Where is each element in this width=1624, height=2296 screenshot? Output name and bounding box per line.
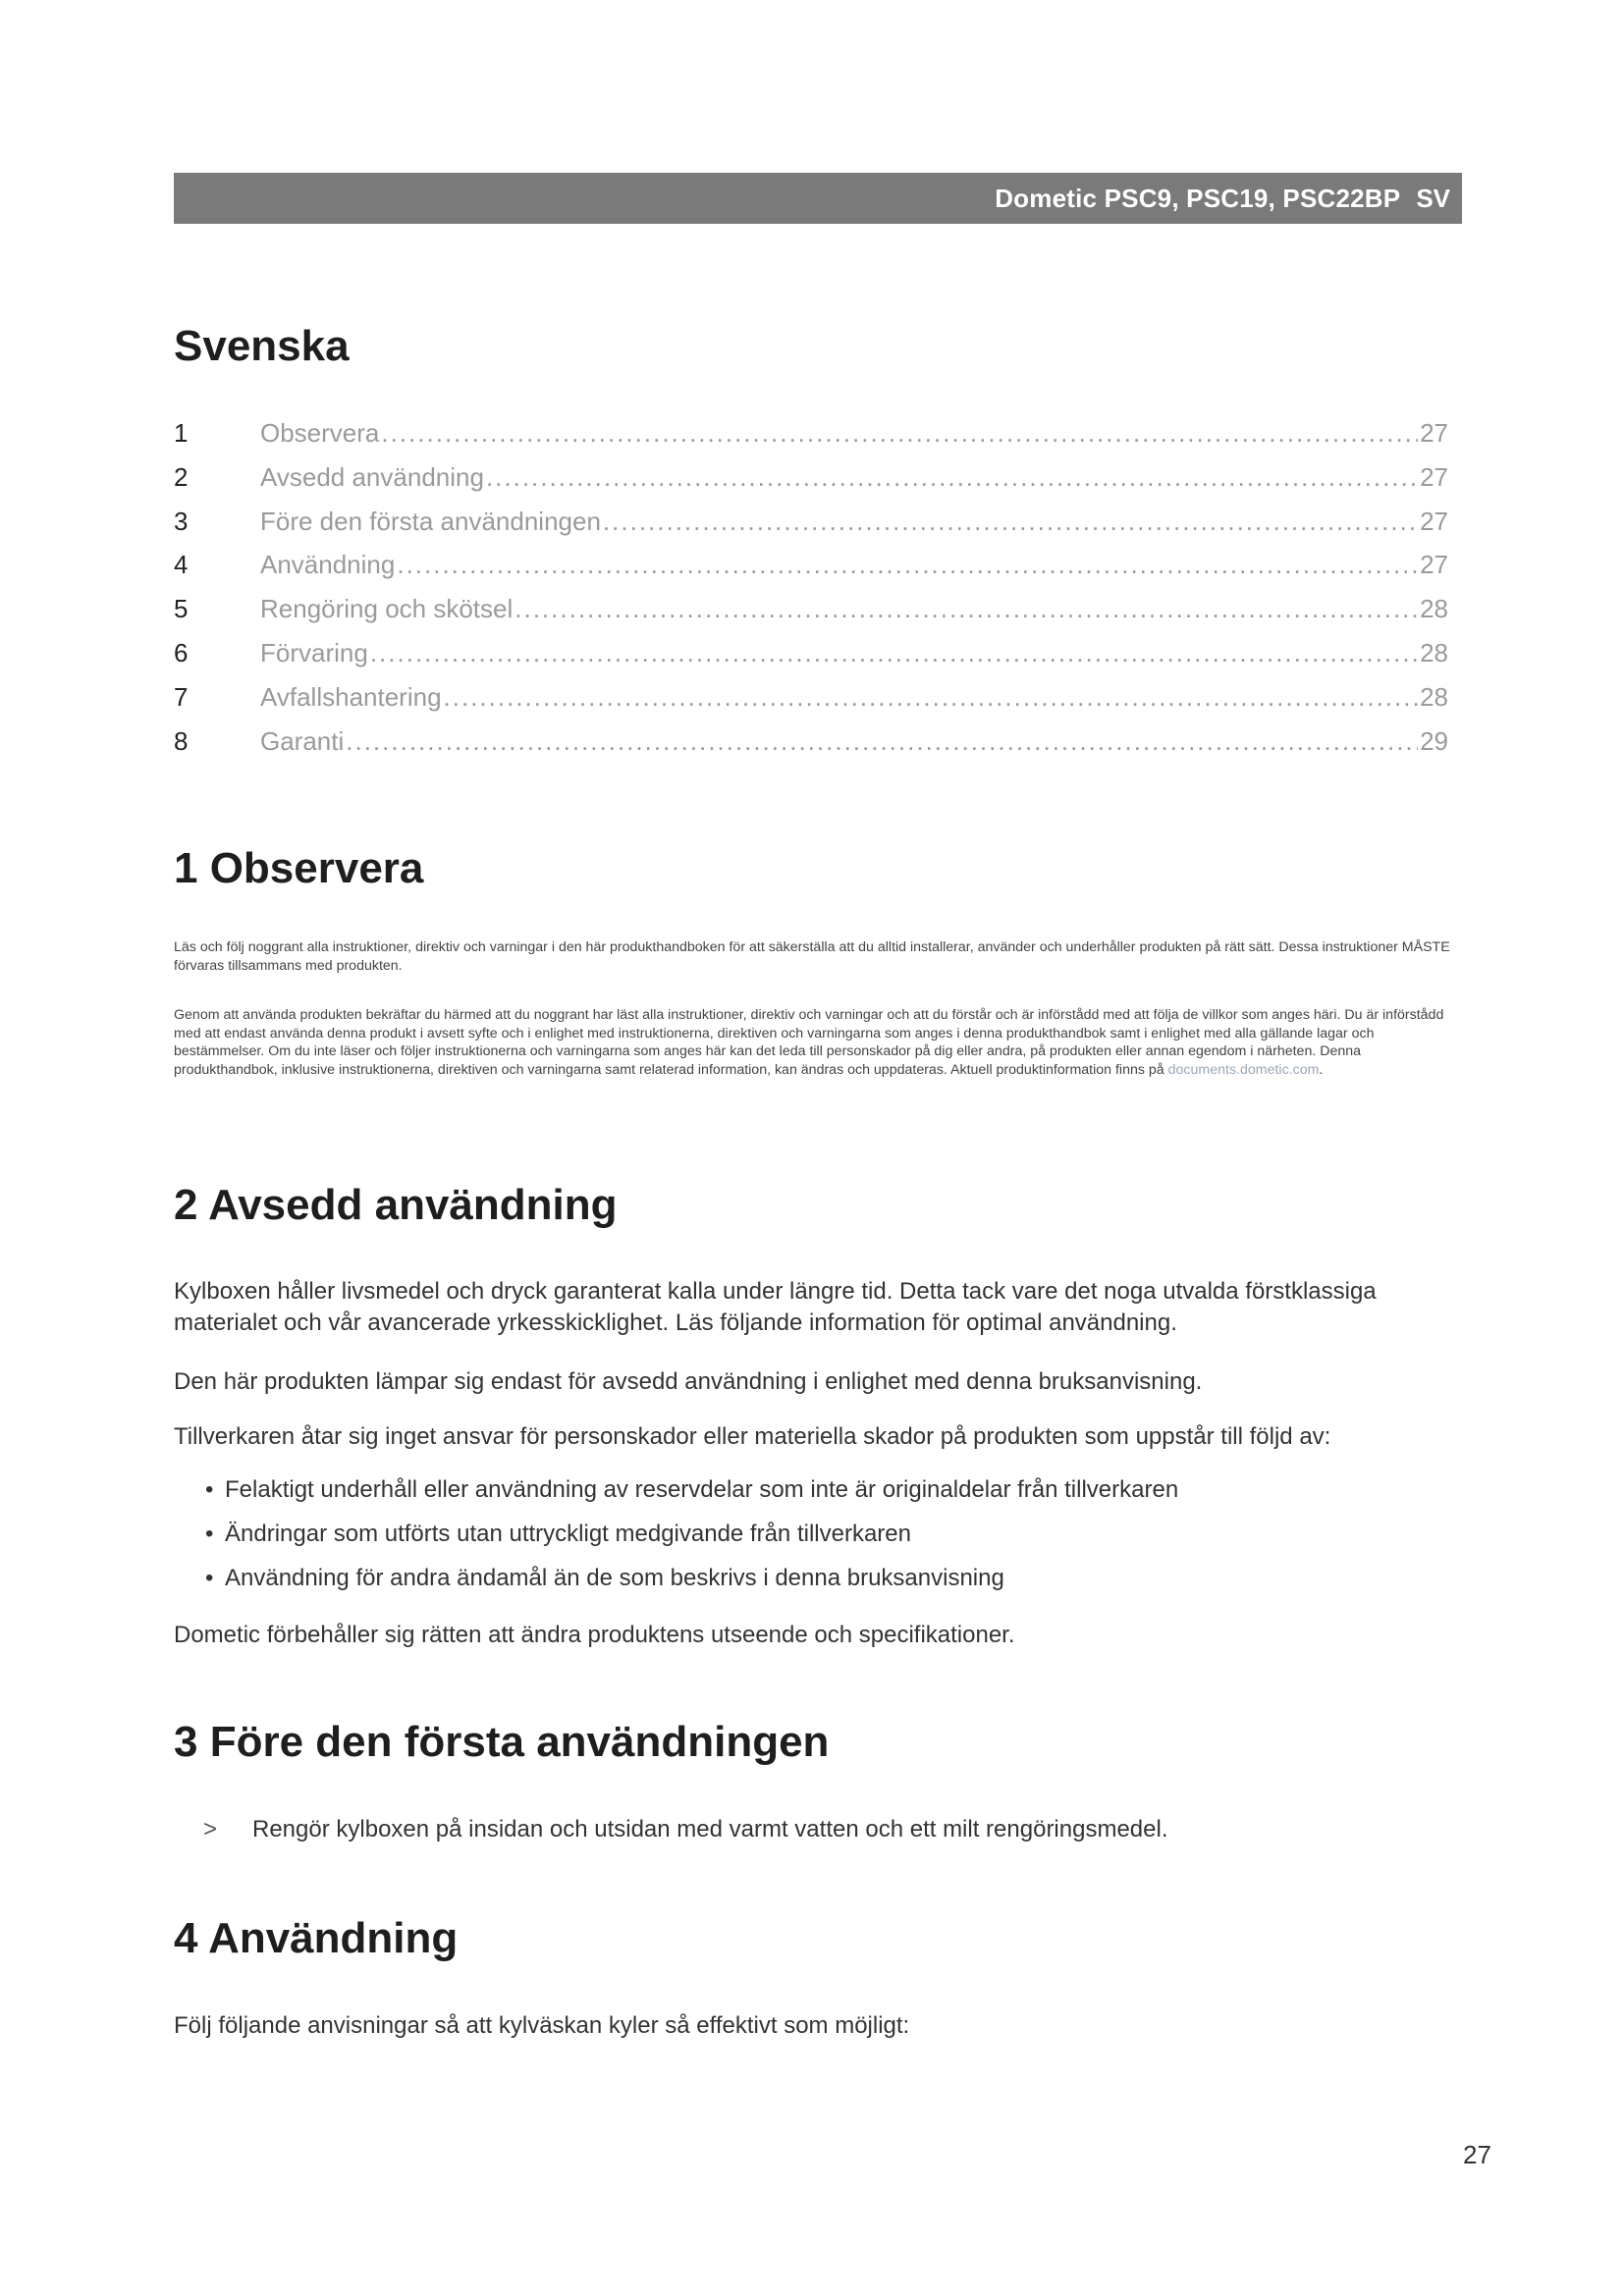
toc-title: Avfallshantering xyxy=(260,681,442,712)
observera-paragraph-1: Läs och följ noggrant alla instruktioner, direktiv och varningar i den här produkthandboken för att säkerställa att du alltid installerar, använder och underhåller produkten på rätt sätt. Dessa instruktioner MÅSTE förvaras tillsammans med produkten. xyxy=(174,939,1450,974)
toc-page: 28 xyxy=(1420,681,1448,712)
toc-entry[interactable] xyxy=(174,726,1448,771)
section-heading-observera: 1 Observera xyxy=(174,844,424,892)
observera-paragraph-2-end: . xyxy=(1319,1061,1324,1078)
toc-number: 1 xyxy=(174,418,189,448)
toc-leader-dots xyxy=(514,594,1418,624)
toc-leader-dots xyxy=(444,682,1419,713)
toc-number: 6 xyxy=(174,637,189,667)
section-heading-avsedd-anvandning: 2 Avsedd användning xyxy=(174,1181,618,1229)
observera-paragraph-2-text: Genom att använda produkten bekräftar du härmed att du noggrant har läst alla instruktioner, direktiv och varningar och att du förstår och är införstådd med att följa de villkor som anges häri. Du är införstådd med att endast använda denna produkt i avsett syfte och i enlighet med instruktionerna, direktiven och varningarna som anges i denna produkthandbok samt i enlighet med alla gällande lagar och bestämmelser. Om du inte läser och följer instruktionerna och varningarna som anges här kan det leda till personskador på dig eller andra, på produkten eller annan egendom i närheten. Denna produkthandbok, inklusive instruktionerna, direktiven och varningarna samt relaterad information, kan ändras och uppdateras. Aktuell produktinformation finns på xyxy=(174,1007,1444,1078)
toc-entry[interactable] xyxy=(174,418,1448,462)
toc-entry[interactable] xyxy=(174,550,1448,594)
step-marker: > xyxy=(203,1816,218,1842)
list-item: • Felaktigt underhåll eller användning av reservdelar som inte är originaldelar från tillverkaren xyxy=(205,1476,1179,1503)
toc-entry[interactable] xyxy=(174,507,1448,551)
toc-leader-dots xyxy=(397,550,1418,580)
avsedd-paragraph-4: Dometic förbehåller sig rätten att ändra produktens utseende och specifikationer. xyxy=(174,1622,1015,1648)
document-title: Dometic PSC9, PSC19, PSC22BP xyxy=(995,183,1401,213)
toc-title: Avsedd användning xyxy=(260,461,484,492)
toc-title: Användning xyxy=(260,550,396,580)
documents-link[interactable]: documents.dometic.com xyxy=(1167,1061,1320,1078)
toc-number: 7 xyxy=(174,681,189,712)
toc-title: Garanti xyxy=(260,725,345,756)
toc-title: Rengöring och skötsel xyxy=(260,594,514,624)
toc-number: 5 xyxy=(174,594,189,624)
page-title: Svenska xyxy=(174,322,350,370)
toc-title: Förvaring xyxy=(260,637,368,667)
toc-title: Före den första användningen xyxy=(260,506,601,536)
toc-page: 27 xyxy=(1420,418,1448,448)
toc-entry[interactable] xyxy=(174,462,1448,507)
toc-page: 27 xyxy=(1420,461,1448,492)
avsedd-paragraph-2: Den här produkten lämpar sig endast för avsedd användning i enlighet med denna bruksanvisning. xyxy=(174,1368,1203,1395)
toc-title: Observera xyxy=(260,418,380,448)
section-heading-anvandning: 4 Användning xyxy=(174,1914,459,1962)
step-text: Rengör kylboxen på insidan och utsidan med varmt vatten och ett milt rengöringsmedel. xyxy=(252,1816,1168,1842)
toc-entry[interactable] xyxy=(174,594,1448,638)
table-of-contents xyxy=(174,418,1448,770)
toc-number: 3 xyxy=(174,506,189,536)
toc-leader-dots xyxy=(486,462,1418,493)
toc-page: 28 xyxy=(1420,594,1448,624)
toc-page: 28 xyxy=(1420,637,1448,667)
avsedd-paragraph-3: Tillverkaren åtar sig inget ansvar för personskador eller materiella skador på produkten som uppstår till följd av: xyxy=(174,1423,1331,1450)
language-code: SV xyxy=(1416,183,1450,213)
toc-number: 2 xyxy=(174,461,189,492)
list-item: • Användning för andra ändamål än de som beskrivs i denna bruksanvisning xyxy=(205,1565,1004,1591)
avsedd-paragraph-1: Kylboxen håller livsmedel och dryck garanterat kalla under längre tid. Detta tack vare det noga utvalda förstklassiga materialet och vår avancerade yrkesskicklighet. Läs följande information för optimal användning. xyxy=(174,1278,1377,1336)
toc-entry[interactable] xyxy=(174,682,1448,726)
toc-page: 29 xyxy=(1420,725,1448,756)
header-bar xyxy=(174,173,1462,224)
toc-page: 27 xyxy=(1420,506,1448,536)
page-number: 27 xyxy=(1463,2140,1491,2169)
avsedd-bullet-list xyxy=(205,1474,1442,1607)
toc-leader-dots xyxy=(381,418,1418,449)
toc-leader-dots xyxy=(346,726,1418,757)
toc-number: 8 xyxy=(174,725,189,756)
observera-paragraph-2 xyxy=(174,1006,1460,1079)
toc-leader-dots xyxy=(603,507,1418,537)
toc-leader-dots xyxy=(370,638,1418,668)
anvandning-paragraph-1: Följ följande anvisningar så att kylväskan kyler så effektivt som möjligt: xyxy=(174,2012,910,2039)
step-item xyxy=(203,1816,1440,1843)
toc-page: 27 xyxy=(1420,550,1448,580)
section-heading-fore-forsta: 3 Före den första användningen xyxy=(174,1718,830,1766)
toc-entry[interactable] xyxy=(174,638,1448,682)
list-item: • Ändringar som utförts utan uttryckligt medgivande från tillverkaren xyxy=(205,1521,911,1547)
toc-number: 4 xyxy=(174,550,189,580)
